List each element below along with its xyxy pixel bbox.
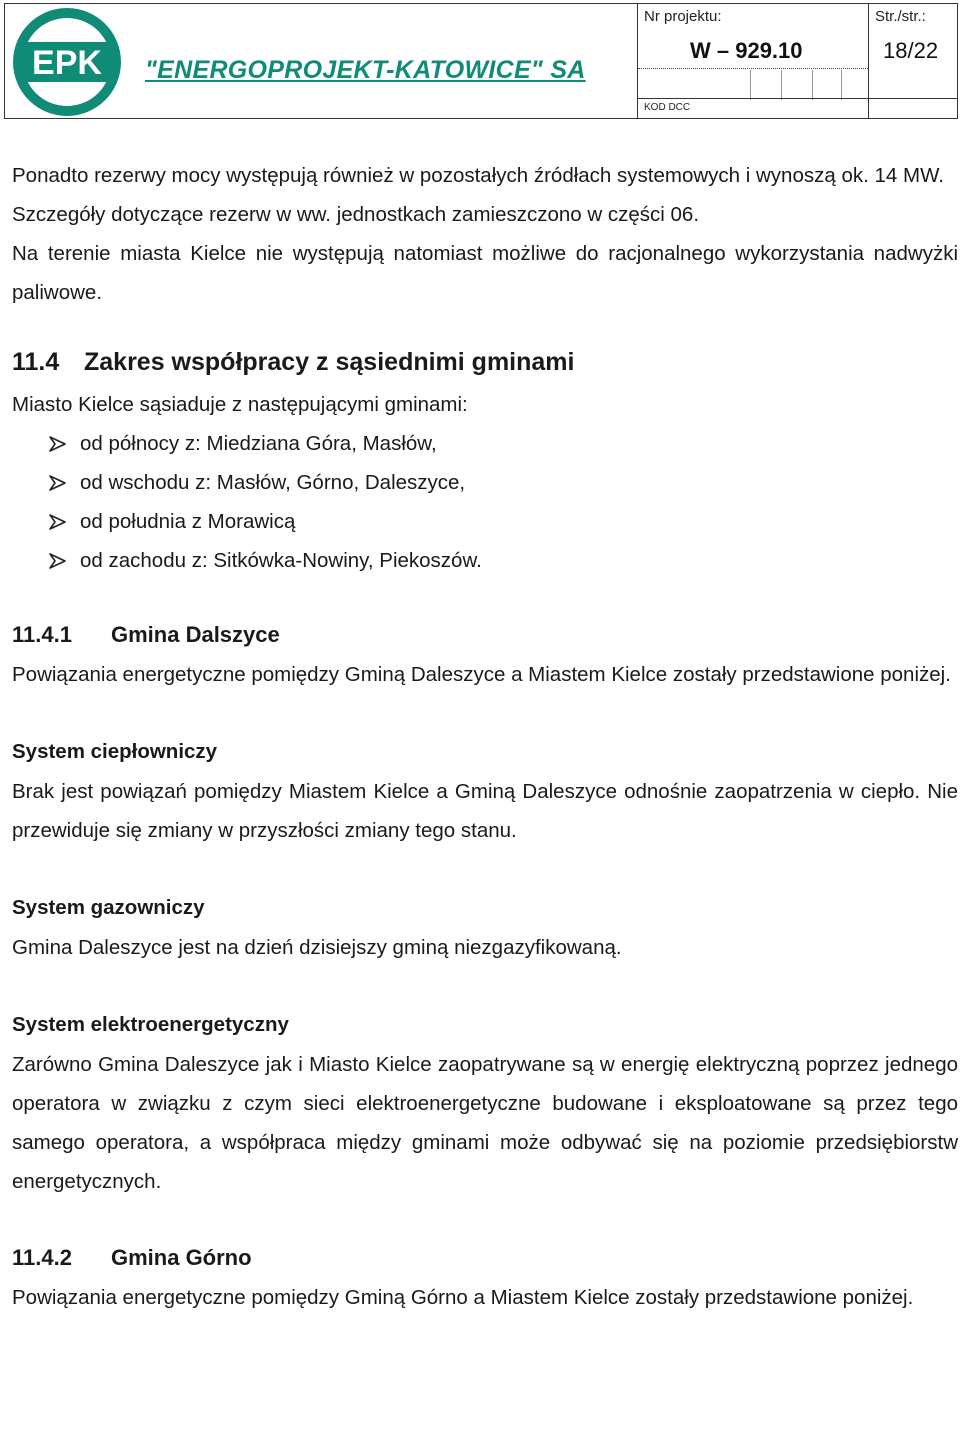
page-divider: [869, 98, 957, 99]
header-page-cell: [869, 4, 957, 118]
power-system-text: Zarówno Gmina Daleszyce jak i Miasto Kielce zaopatrywane są w energię elektryczną poprzez jednego operatora w związku z czym sieci elektroenergetyczne budowane i eksploatowane są przez tego samego operatora, a współpraca między gminami może odbywać się na poziomie przedsiębiorstw energetycznych.: [12, 1053, 958, 1193]
section-title: Gmina Górno: [111, 1245, 252, 1270]
arrow-bullet-icon: [48, 512, 68, 532]
list-item: od południa z Morawicą: [12, 502, 958, 541]
project-number: W – 929.10: [690, 38, 803, 63]
section-number: 11.4.1: [12, 622, 72, 647]
section-11-4-heading: [12, 348, 958, 377]
arrow-bullet-icon: [48, 551, 68, 571]
header-project-cell: [638, 4, 869, 118]
intro-paragraph-2: Szczegóły dotyczące rezerw w ww. jednostkach zamieszczono w części 06.: [12, 203, 700, 226]
gas-system-text: Gmina Daleszyce jest na dzień dzisiejszy gminą niezgazyfikowaną.: [12, 936, 622, 959]
heat-system-heading: System ciepłowniczy: [12, 740, 218, 763]
section-number: 11.4: [12, 348, 60, 376]
gorno-intro: Powiązania energetyczne pomiędzy Gminą Górno a Miastem Kielce zostały przedstawione poniżej.: [12, 1286, 914, 1309]
list-item: od zachodu z: Sitkówka-Nowiny, Piekoszów.: [12, 541, 958, 580]
arrow-bullet-icon: [48, 473, 68, 493]
code-divider: [638, 98, 868, 99]
heat-system-text: Brak jest powiązań pomiędzy Miastem Kielce a Gminą Daleszyce odnośnie zaopatrzenia w ciepło. Nie przewiduje się zmiany w przyszłości zmiany tego stanu.: [12, 780, 958, 842]
epk-logo-icon: [11, 6, 123, 118]
section-11-4-2-heading: [12, 1245, 958, 1271]
company-name: "ENERGOPROJEKT-KATOWICE" SA: [145, 56, 586, 84]
page-label: Str./str.:: [875, 8, 926, 25]
dotted-divider: [638, 68, 868, 69]
power-system-heading: System elektroenergetyczny: [12, 1013, 289, 1036]
intro-paragraph-1: Ponadto rezerwy mocy występują również w pozostałych źródłach systemowych i wynoszą ok. 14 MW.: [12, 164, 944, 187]
neighbors-lead: Miasto Kielce sąsiaduje z następującymi gminami:: [12, 393, 468, 416]
code-boxes: [638, 70, 868, 100]
neighbors-list: [12, 424, 958, 580]
list-item: od północy z: Miedziana Góra, Masłów,: [12, 424, 958, 463]
code-label: KOD DCC: [644, 102, 691, 113]
logo-text: EPK: [32, 44, 102, 82]
section-number: 11.4.2: [12, 1245, 72, 1270]
header-logo-cell: [5, 4, 638, 118]
intro-paragraph-3: Na terenie miasta Kielce nie występują natomiast możliwe do racjonalnego wykorzystania nadwyżki paliwowe.: [12, 242, 958, 304]
gas-system-heading: System gazowniczy: [12, 896, 205, 919]
section-title: Gmina Dalszyce: [111, 622, 280, 647]
document-body: [12, 156, 958, 1317]
document-header: [4, 3, 958, 119]
page-number: 18/22: [883, 38, 939, 63]
section-11-4-1-heading: [12, 622, 958, 648]
daleszyce-intro: Powiązania energetyczne pomiędzy Gminą Daleszyce a Miastem Kielce zostały przedstawione poniżej.: [12, 663, 951, 686]
list-item: od wschodu z: Masłów, Górno, Daleszyce,: [12, 463, 958, 502]
section-title: Zakres współpracy z sąsiednimi gminami: [84, 348, 575, 376]
project-label: Nr projektu:: [644, 8, 722, 25]
arrow-bullet-icon: [48, 434, 68, 454]
